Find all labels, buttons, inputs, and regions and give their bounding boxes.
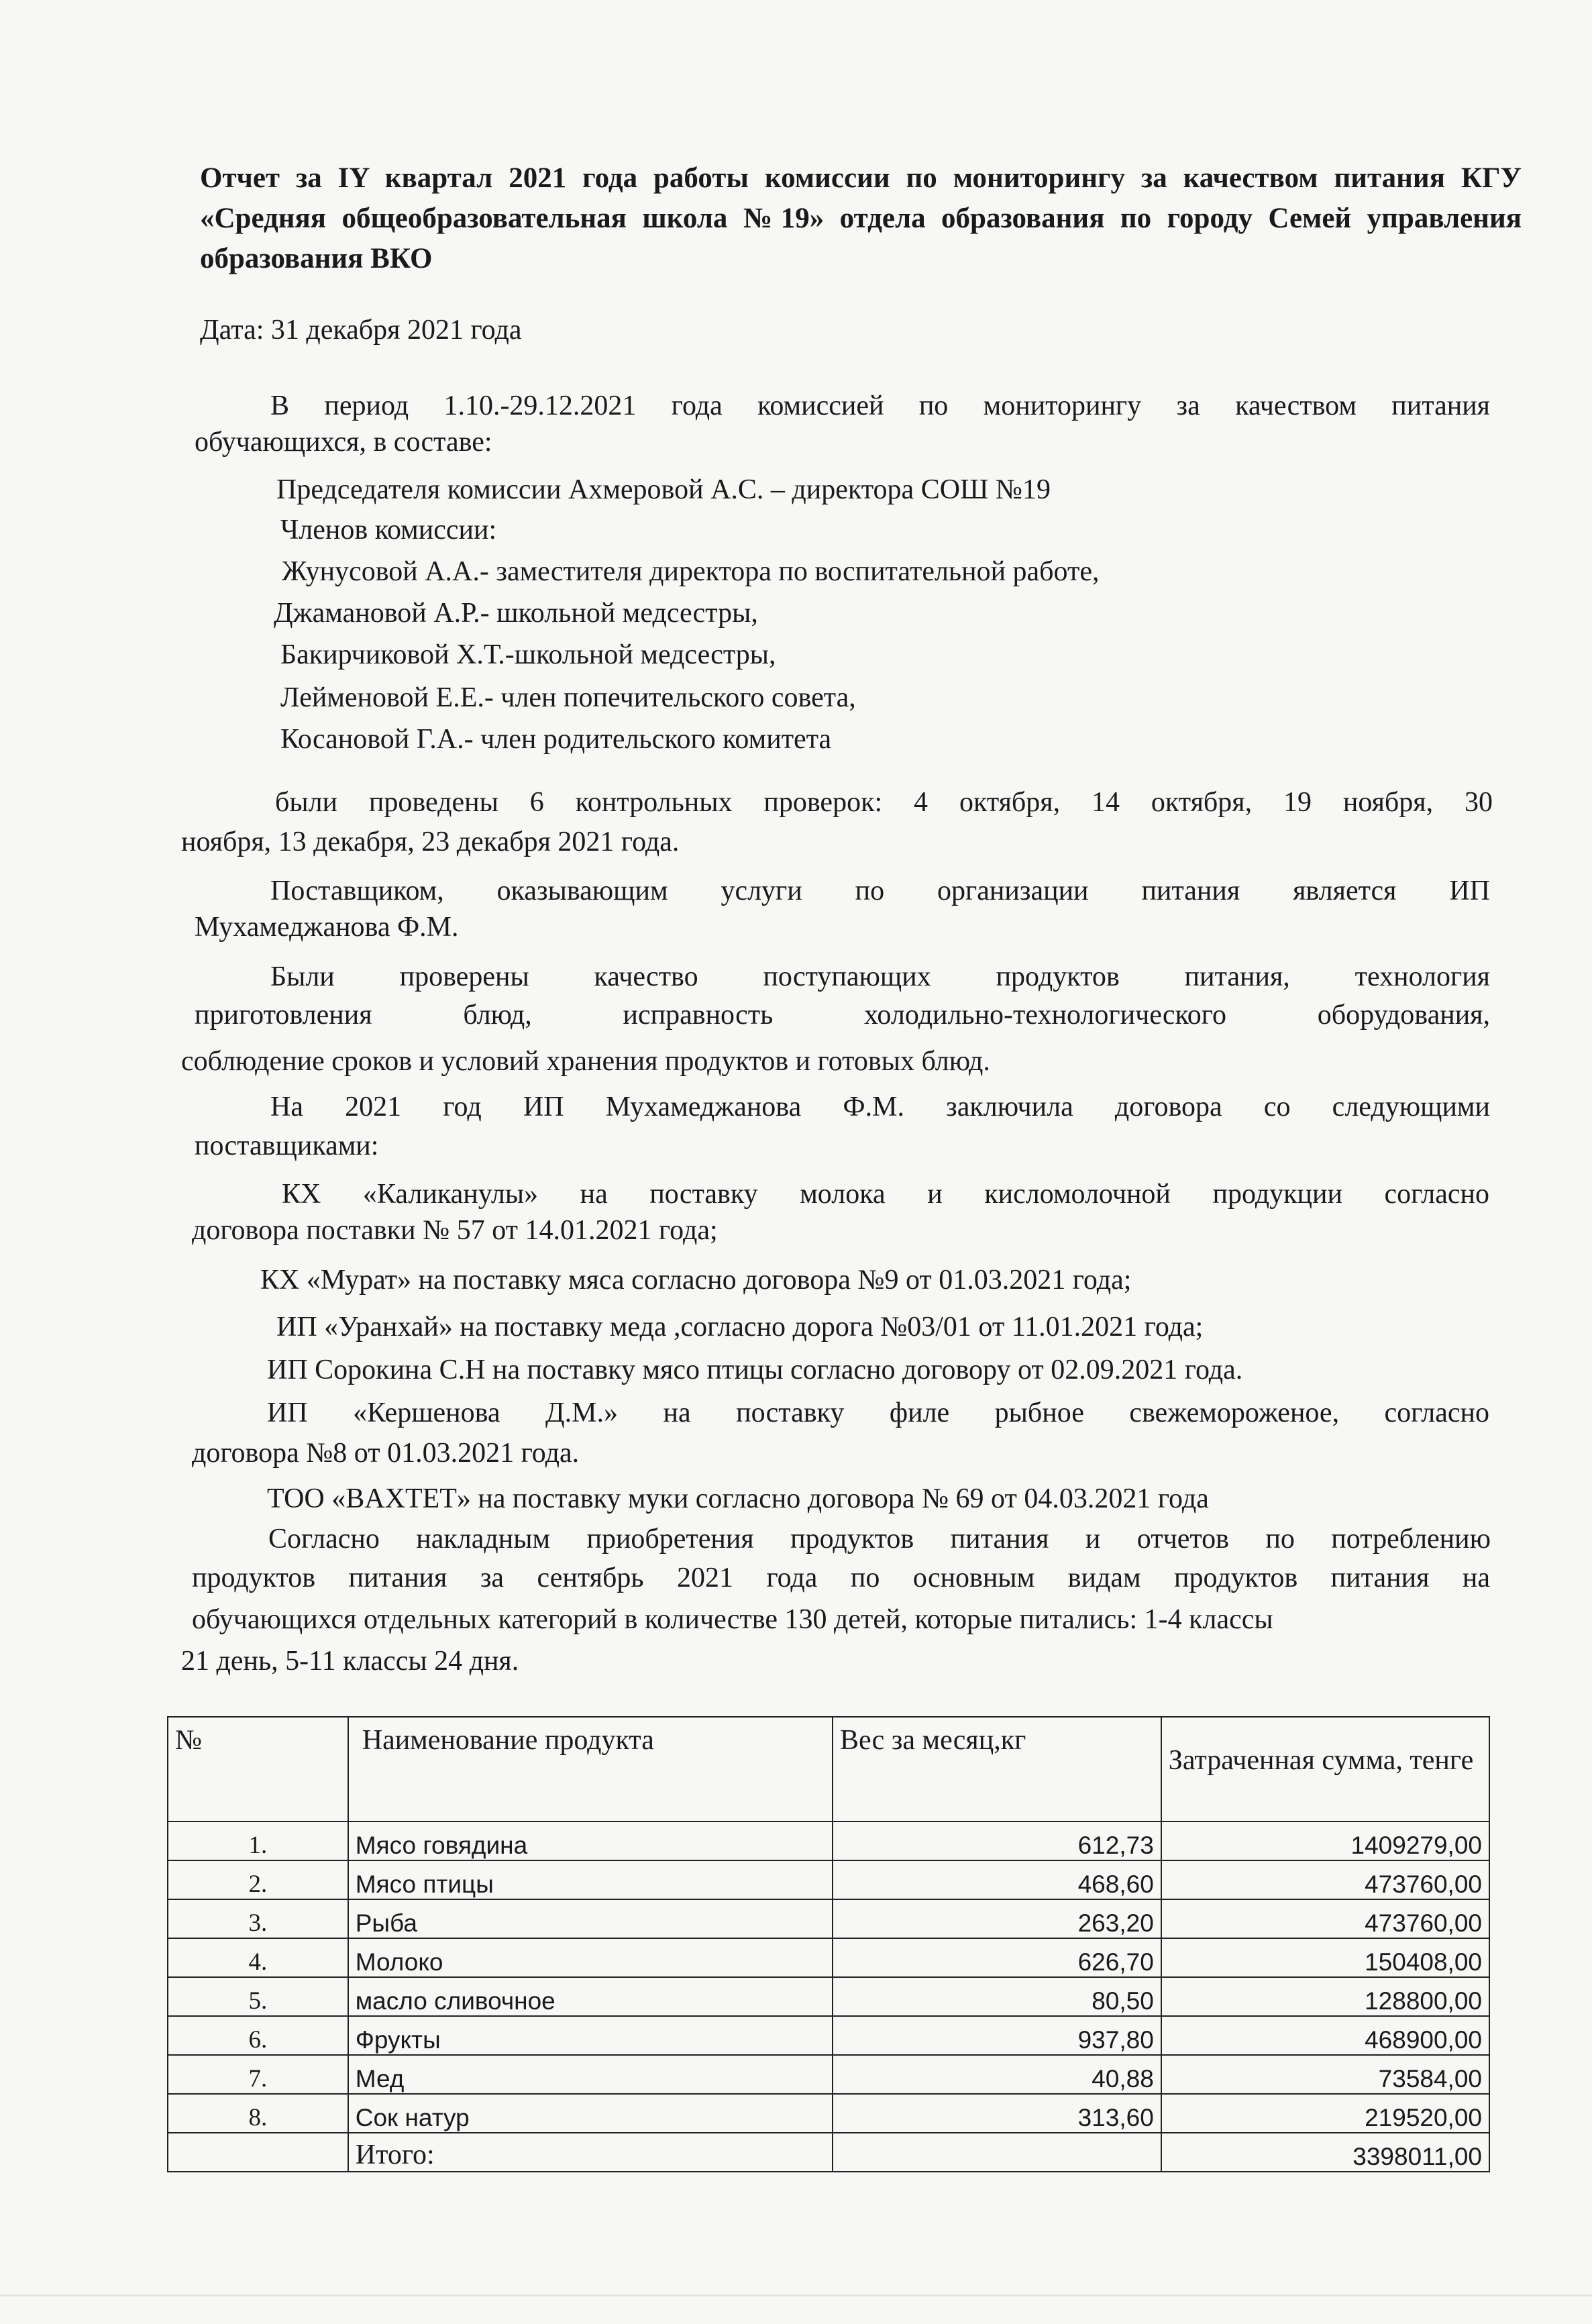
total-empty-cell xyxy=(168,2133,348,2172)
row-number: 8. xyxy=(168,2094,348,2133)
product-name: Мясо птицы xyxy=(348,1860,833,1899)
product-name: Рыба xyxy=(348,1899,833,1938)
product-name: Фрукты xyxy=(348,2016,833,2055)
product-sum: 1409279,00 xyxy=(1161,1821,1489,1860)
intro-line-2: обучающихся, в составе: xyxy=(195,427,492,458)
product-sum: 219520,00 xyxy=(1161,2094,1489,2133)
product-name: масло сливочное xyxy=(348,1977,833,2016)
contracts-line-1: На 2021 год ИП Мухамеджанова Ф.М. заключила договора со следующими xyxy=(270,1092,1490,1122)
product-name: Мед xyxy=(348,2055,833,2094)
member-1: Жунусовой А.А.- заместителя директора по воспитательной работе, xyxy=(282,556,1100,587)
table-row xyxy=(168,1899,1489,1938)
table-total-row xyxy=(168,2133,1489,2172)
total-label: Итого: xyxy=(348,2133,833,2172)
accord-line-1: Согласно накладным приобретения продуктов питания и отчетов по потреблению xyxy=(268,1524,1491,1554)
total-sum: 3398011,00 xyxy=(1161,2133,1489,2172)
member-2: Джамановой А.Р.- школьной медсестры, xyxy=(274,598,758,629)
contract-6: ТОО «BAXTET» на поставку муки согласно договора № 69 от 04.03.2021 года xyxy=(267,1483,1209,1514)
table-row xyxy=(168,1860,1489,1899)
product-weight: 612,73 xyxy=(833,1821,1161,1860)
accord-line-3: обучающихся отдельных категорий в количестве 130 детей, которые питались: 1-4 классы xyxy=(192,1604,1273,1635)
col-header-sum: Затраченная сумма, тенге xyxy=(1161,1717,1489,1821)
contract-2: КХ «Мурат» на поставку мяса согласно договора №9 от 01.03.2021 года; xyxy=(260,1265,1132,1296)
row-number: 7. xyxy=(168,2055,348,2094)
checked-line-1: Были проверены качество поступающих продуктов питания, технология xyxy=(270,961,1490,992)
table-row xyxy=(168,1977,1489,2016)
supplier-line-2: Мухамеджанова Ф.М. xyxy=(195,912,459,943)
product-weight: 80,50 xyxy=(833,1977,1161,2016)
product-weight: 313,60 xyxy=(833,2094,1161,2133)
product-sum: 468900,00 xyxy=(1161,2016,1489,2055)
contract-1-line-1: КХ «Каликанулы» на поставку молока и кисломолочной продукции согласно xyxy=(282,1179,1489,1210)
row-number: 2. xyxy=(168,1860,348,1899)
intro-line-1: В период 1.10.-29.12.2021 года комиссией по мониторингу за качеством питания xyxy=(270,390,1490,421)
product-sum: 150408,00 xyxy=(1161,1938,1489,1977)
table-row xyxy=(168,1821,1489,1860)
member-3: Бакирчиковой Х.Т.-школьной медсестры, xyxy=(280,639,776,670)
commission-chair: Председателя комиссии Ахмеровой А.С. – директора СОШ №19 xyxy=(276,474,1051,505)
supplier-line-1: Поставщиком, оказывающим услуги по организации питания является ИП xyxy=(270,876,1490,906)
accord-line-4: 21 день, 5-11 классы 24 дня. xyxy=(181,1646,519,1677)
contracts-line-2: поставщиками: xyxy=(195,1130,379,1161)
col-header-number: № xyxy=(168,1717,348,1821)
row-number: 6. xyxy=(168,2016,348,2055)
product-sum: 128800,00 xyxy=(1161,1977,1489,2016)
total-weight-empty xyxy=(833,2133,1161,2172)
contract-5-line-2: договора №8 от 01.03.2021 года. xyxy=(192,1438,580,1469)
product-weight: 468,60 xyxy=(833,1860,1161,1899)
checks-line-2: ноября, 13 декабря, 23 декабря 2021 года. xyxy=(181,827,680,857)
table-row xyxy=(168,2094,1489,2133)
product-weight: 263,20 xyxy=(833,1899,1161,1938)
member-4: Лейменовой Е.Е.- член попечительского совета, xyxy=(280,682,856,713)
product-weight: 626,70 xyxy=(833,1938,1161,1977)
report-date: Дата: 31 декабря 2021 года xyxy=(200,315,522,346)
contract-3: ИП «Уранхай» на поставку меда ,согласно дорога №03/01 от 11.01.2021 года; xyxy=(276,1312,1204,1342)
table-row xyxy=(168,2016,1489,2055)
members-label: Членов комиссии: xyxy=(280,515,497,545)
contract-1-line-2: договора поставки № 57 от 14.01.2021 года; xyxy=(192,1215,718,1246)
accord-line-2: продуктов питания за сентябрь 2021 года по основным видам продуктов питания на xyxy=(192,1563,1490,1593)
table-header-row xyxy=(168,1717,1489,1821)
product-sum: 473760,00 xyxy=(1161,1860,1489,1899)
member-5: Косановой Г.А.- член родительского комитета xyxy=(280,724,832,755)
products-table xyxy=(167,1716,1490,2172)
col-header-product: Наименование продукта xyxy=(348,1717,833,1821)
contract-5-line-1: ИП «Кершенова Д.М.» на поставку филе рыбное свежемороженое, согласно xyxy=(267,1397,1489,1428)
table-row xyxy=(168,1938,1489,1977)
product-name: Сок натур xyxy=(348,2094,833,2133)
contract-4: ИП Сорокина С.Н на поставку мясо птицы согласно договору от 02.09.2021 года. xyxy=(267,1355,1243,1385)
row-number: 5. xyxy=(168,1977,348,2016)
product-weight: 40,88 xyxy=(833,2055,1161,2094)
checks-line-1: были проведены 6 контрольных проверок: 4 октября, 14 октября, 19 ноября, 30 xyxy=(275,787,1493,818)
row-number: 1. xyxy=(168,1821,348,1860)
scan-edge-line xyxy=(0,2294,1592,2296)
report-title: Отчет за IY квартал 2021 года работы комиссии по мониторингу за качеством питания КГУ «Средняя общеобразовательная школа №19» отдела образования по городу Семей управления образования ВКО xyxy=(200,162,1522,274)
product-weight: 937,80 xyxy=(833,2016,1161,2055)
product-name: Мясо говядина xyxy=(348,1821,833,1860)
product-sum: 473760,00 xyxy=(1161,1899,1489,1938)
product-name: Молоко xyxy=(348,1938,833,1977)
table-row xyxy=(168,2055,1489,2094)
product-sum: 73584,00 xyxy=(1161,2055,1489,2094)
checked-line-3: соблюдение сроков и условий хранения продуктов и готовых блюд. xyxy=(181,1046,990,1077)
row-number: 4. xyxy=(168,1938,348,1977)
checked-line-2: приготовления блюд, исправность холодильно-технологического оборудования, xyxy=(195,1000,1490,1031)
row-number: 3. xyxy=(168,1899,348,1938)
col-header-weight: Вес за месяц,кг xyxy=(833,1717,1161,1821)
